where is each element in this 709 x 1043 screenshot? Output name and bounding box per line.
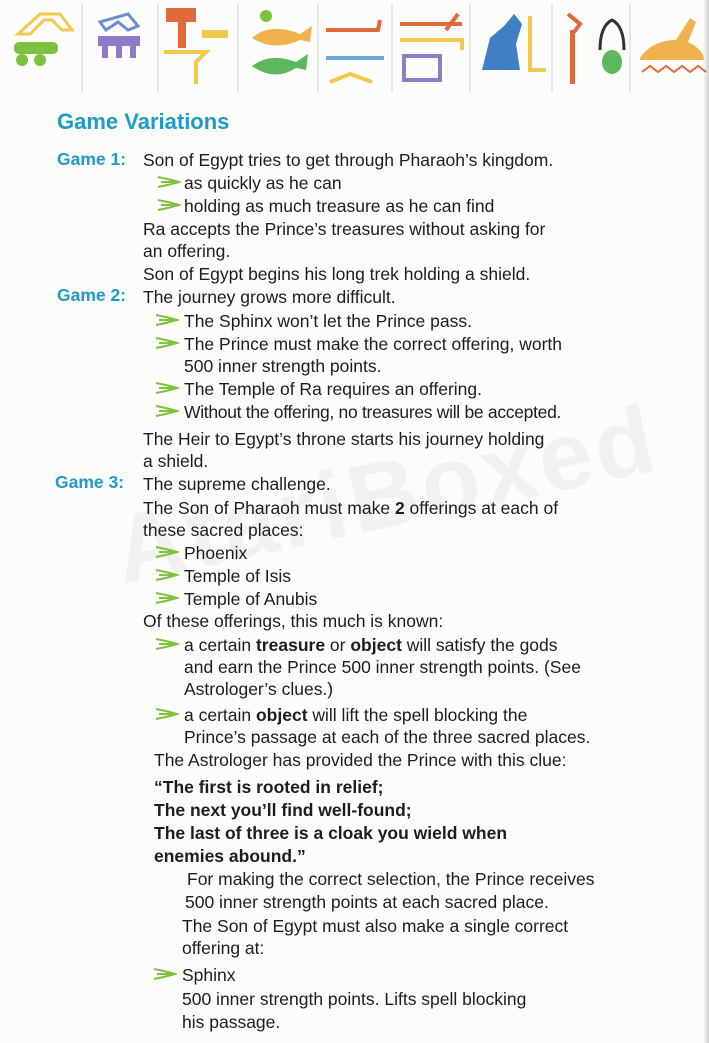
hieroglyph-banner: [0, 0, 709, 96]
game-3-intro: The supreme challenge.: [143, 474, 331, 494]
astrologer-intro: The Astrologer has provided the Prince with this clue:: [154, 750, 567, 770]
offerings-count: 2: [394, 498, 405, 518]
page-title: Game Variations: [57, 109, 230, 134]
game-1-para-line: Ra accepts the Prince’s treasures without asking for: [143, 219, 546, 239]
game-3-places-intro: these sacred places:: [143, 520, 304, 540]
game-2-para-line: a shield.: [143, 451, 209, 471]
arrow-bullet-icon: [157, 175, 181, 189]
arrow-bullet-icon: [155, 591, 179, 605]
arrow-bullet-icon: [155, 381, 179, 395]
arrow-bullet-icon: [155, 637, 179, 651]
known-intro: Of these offerings, this much is known:: [143, 611, 444, 631]
reward-line: 500 inner strength points at each sacred place.: [185, 892, 549, 912]
game-1-label: Game 1:: [57, 149, 127, 169]
place-temple-anubis: Temple of Anubis: [184, 589, 318, 609]
also-line: offering at:: [182, 938, 265, 958]
page-edge-shadow: [703, 0, 709, 1043]
clue-line: The next you’ll find well-found;: [154, 800, 412, 820]
game-3-offerings-line: The Son of Pharaoh must make 2 offerings at each of: [143, 498, 559, 518]
clue-line: enemies abound.”: [154, 846, 306, 866]
game-2-bullet-1: The Sphinx won’t let the Prince pass.: [184, 311, 472, 331]
arrow-bullet-icon: [155, 336, 179, 350]
known-2: a certain object will lift the spell blocking the: [184, 705, 528, 725]
game-2-bullet-4: Without the offering, no treasures will be accepted.: [184, 402, 562, 422]
sphinx-detail: his passage.: [182, 1012, 281, 1032]
game-2-bullet-3: The Temple of Ra requires an offering.: [184, 379, 482, 399]
game-2-para-line: The Heir to Egypt’s throne starts his journey holding: [143, 429, 545, 449]
arrow-bullet-icon: [157, 198, 181, 212]
game-1-bullet-2: holding as much treasure as he can find: [184, 196, 495, 216]
game-1-intro: Son of Egypt tries to get through Pharaoh’s kingdom.: [143, 150, 554, 170]
arrow-bullet-icon: [155, 707, 179, 721]
sphinx-item: Sphinx: [182, 965, 236, 985]
place-temple-isis: Temple of Isis: [184, 566, 291, 586]
arrow-bullet-icon: [155, 404, 179, 418]
place-phoenix: Phoenix: [184, 543, 248, 563]
game-1-para-shield: Son of Egypt begins his long trek holding a shield.: [143, 264, 531, 284]
game-2-bullet-2: The Prince must make the correct offering, worth: [184, 334, 563, 354]
game-1-para-line: an offering.: [143, 241, 231, 261]
sphinx-detail: 500 inner strength points. Lifts spell blocking: [182, 989, 527, 1009]
known-1-cont: and earn the Prince 500 inner strength points. (See: [184, 657, 581, 677]
arrow-bullet-icon: [155, 568, 179, 582]
game-2-intro: The journey grows more difficult.: [143, 287, 396, 307]
known-1: a certain treasure or object will satisfy the gods: [184, 635, 558, 655]
game-3-label: Game 3:: [55, 472, 125, 492]
known-2-cont: Prince’s passage at each of the three sacred places.: [184, 727, 591, 747]
game-2-bullet-2-cont: 500 inner strength points.: [184, 356, 382, 376]
game-1-bullet-1: as quickly as he can: [184, 173, 342, 193]
reward-line: For making the correct selection, the Prince receives: [187, 869, 595, 889]
arrow-bullet-icon: [155, 313, 179, 327]
clue-line: The last of three is a cloak you wield when: [154, 823, 508, 843]
arrow-bullet-icon: [155, 545, 179, 559]
also-line: The Son of Egypt must also make a single correct: [182, 916, 569, 936]
arrow-bullet-icon: [153, 967, 177, 981]
known-1-cont: Astrologer’s clues.): [184, 679, 334, 699]
clue-line: “The first is rooted in relief;: [154, 777, 384, 797]
game-2-label: Game 2:: [57, 285, 127, 305]
